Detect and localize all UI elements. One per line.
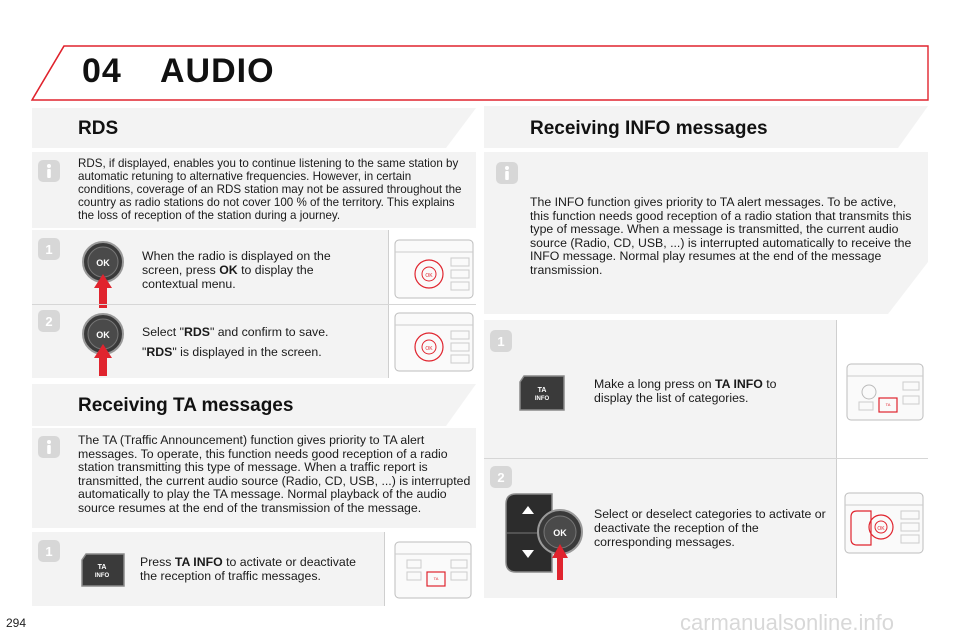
step-number-icon bbox=[38, 310, 60, 332]
ok-label: OK bbox=[96, 258, 110, 268]
chapter-header bbox=[30, 44, 930, 102]
info-step-2-number: 2 bbox=[497, 470, 505, 485]
step-number-icon bbox=[490, 466, 512, 488]
radio-console-icon bbox=[388, 305, 476, 378]
info-messages-title-panel bbox=[484, 106, 928, 148]
ta-title-panel bbox=[32, 384, 476, 426]
rds-title-panel bbox=[32, 108, 476, 148]
rds-info-panel bbox=[32, 152, 476, 228]
info-messages-title: Receiving INFO messages bbox=[530, 118, 768, 139]
rds-step-1-text: When the radio is displayed on the screen, press OK to display the contextual menu. bbox=[142, 249, 331, 291]
info-icon bbox=[38, 160, 60, 182]
ta-info-text: The TA (Traffic Announcement) function gives priority to TA alert messages. To operate, this function needs good reception of a radio station transmitting this type of message. When a traffic report is transmitted, the current audio source (Radio, CD, USB, ...) is interrupted automatically to play the TA message. Normal playback of the audio source resumes at the end of the transmission of the message. bbox=[78, 433, 471, 515]
ta-info-panel bbox=[32, 428, 476, 528]
info-step-1-number: 1 bbox=[497, 334, 505, 349]
svg-text:TA: TA bbox=[885, 402, 891, 407]
info-messages-info-text: The INFO function gives priority to TA alert messages. To be active, this function needs good reception of a radio station that transmits this type of message. When a message is transmitted, the current audio source (Radio, CD, USB, ...) is interrupted automatically to receive the INFO message. Normal play resumes at the end of the message transmission. bbox=[530, 195, 912, 277]
ok-button-icon bbox=[502, 488, 586, 584]
info-icon bbox=[38, 436, 60, 458]
info-messages-info-panel bbox=[484, 152, 928, 314]
rds-step-2-line-1: Select "RDS" and confirm to save. bbox=[142, 325, 329, 339]
step-number-icon bbox=[38, 238, 60, 260]
info-icon bbox=[496, 162, 518, 184]
chapter-number: 04 bbox=[82, 52, 122, 90]
svg-text:TA: TA bbox=[433, 576, 439, 581]
ta-step-1-text: Press TA INFO to activate or deactivate the reception of traffic messages. bbox=[140, 555, 356, 583]
rds-steps-panel bbox=[32, 230, 476, 378]
ta-steps-panel bbox=[32, 532, 476, 606]
radio-console-icon bbox=[836, 459, 928, 598]
ta-title: Receiving TA messages bbox=[78, 395, 294, 416]
svg-text:OK: OK bbox=[425, 346, 433, 352]
rds-step-2-line-2: "RDS" is displayed in the screen. bbox=[142, 345, 322, 359]
svg-text:OK: OK bbox=[425, 273, 433, 279]
ok-button-icon bbox=[78, 236, 128, 310]
page-number: 294 bbox=[6, 616, 27, 630]
ta-info-button-icon bbox=[78, 550, 128, 590]
radio-console-icon bbox=[836, 320, 928, 458]
ta-step-1-number: 1 bbox=[45, 544, 53, 559]
step-number-icon bbox=[490, 330, 512, 352]
ok-label: OK bbox=[553, 528, 567, 538]
radio-console-icon bbox=[384, 532, 476, 606]
ta-label: TA bbox=[537, 387, 547, 394]
step-number-icon bbox=[38, 540, 60, 562]
ta-label: TA bbox=[97, 564, 107, 571]
info-step-1-text: Make a long press on TA INFO to display the list of categories. bbox=[594, 377, 777, 405]
ok-button-icon bbox=[78, 308, 128, 378]
rds-info-text: RDS, if displayed, enables you to continue listening to the same station by automatic retuning to alternative frequencies. However, in certain conditions, coverage of an RDS station may not be assured throughout the country as radio stations do not cover 100 % of the territory. This explains the loss of reception of the station during a journey. bbox=[78, 157, 462, 222]
info-label: INFO bbox=[94, 573, 110, 579]
radio-console-icon bbox=[388, 230, 476, 304]
ta-info-button-icon bbox=[516, 372, 568, 414]
step-1-number: 1 bbox=[45, 242, 53, 257]
rds-title: RDS bbox=[78, 118, 119, 139]
chapter-title: AUDIO bbox=[160, 52, 275, 90]
watermark: carmanualsonline.info bbox=[680, 610, 895, 635]
info-label: INFO bbox=[534, 396, 550, 402]
info-messages-steps-panel bbox=[484, 320, 928, 598]
info-step-2-text: Select or deselect categories to activate or deactivate the reception of the corresponding messages. bbox=[594, 507, 826, 549]
svg-text:OK: OK bbox=[877, 526, 885, 532]
ok-label: OK bbox=[96, 330, 110, 340]
step-2-number: 2 bbox=[45, 314, 53, 329]
